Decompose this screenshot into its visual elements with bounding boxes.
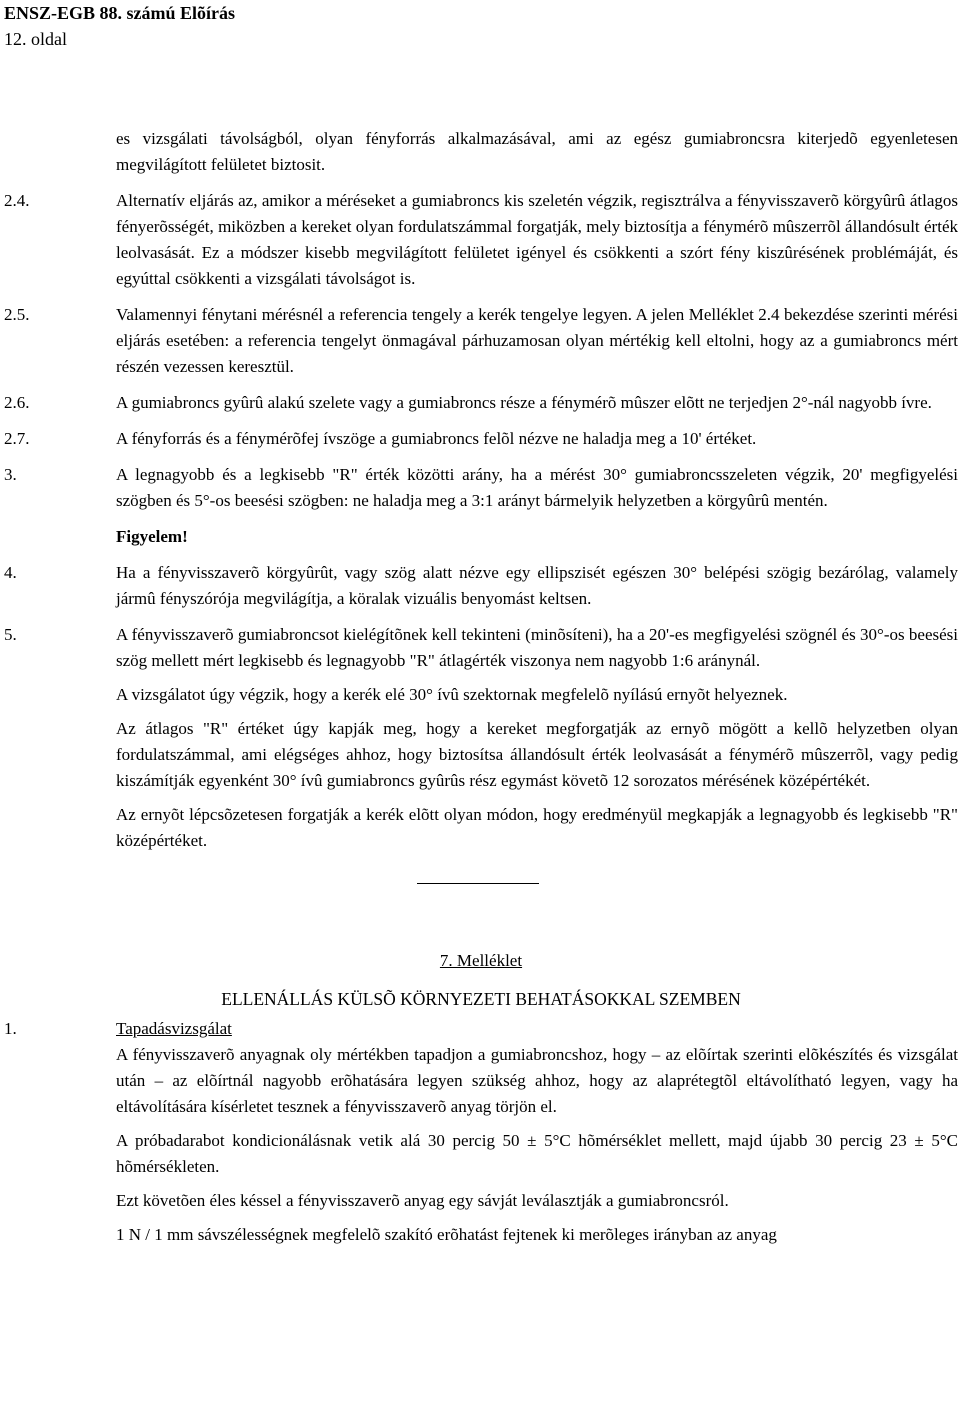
section-5-paragraph-d: Az ernyõt lépcsõzetesen forgatják a kerék elõtt olyan módon, hogy eredményül megkapják a legnagyobb és legkisebb "R" középértéket.: [116, 805, 958, 850]
section-2-6: [4, 390, 958, 416]
section-number: 4.: [4, 563, 17, 582]
page-header: [4, 0, 235, 52]
annex-section-1: [4, 1016, 958, 1042]
document-body: [4, 126, 958, 1248]
annex-number-text: 7. Melléklet: [439, 951, 523, 970]
section-text: A gumiabroncs gyûrû alakú szelete vagy a gumiabroncs része a fénymérõ mûszer elõtt ne terjedjen 2°-nál nagyobb ívre.: [116, 393, 932, 412]
attention-note: Figyelem!: [116, 527, 188, 546]
section-4: [4, 560, 958, 612]
section-number: 2.5.: [4, 305, 30, 324]
section-text: Ha a fényvisszaverõ körgyûrût, vagy szög alatt nézve egy ellipszisét egészen 30° belépési szögig bezárólag, valamely jármû fényszórója megvilágítja, a köralak vizuális benyomást keltsen.: [116, 563, 958, 608]
section-2-7: [4, 426, 958, 452]
section-text: Alternatív eljárás az, amikor a méréseket a gumiabroncs kis szeletén végzik, regisztrálva a fényvisszaverõ körgyûrû átlagos fényerõsségét, miközben a kereket olyan fordulatszámmal forgatják, mely biztosítja a fénymérõ mûszerrõl állandósult érték leolvasását. Ez a módszer kisebb megvilágított felületet igényel és csökkenti a szórt fény kiszûrésének problémáját, és egyúttal csökkenti a vizsgálati távolságot is.: [116, 191, 958, 288]
annex-paragraph-4: 1 N / 1 mm sávszélességnek megfelelõ szakító erõhatást fejtenek ki merõleges irányban az anyag: [116, 1225, 777, 1244]
section-text: A legnagyobb és a legkisebb "R" érték közötti arány, ha a mérést 30° gumiabroncsszeleten végzik, 20' megfigyelési szögben és 5°-os beesési szögben: ne haladja meg a 3:1 arányt bármelyik helyzetben a körgyûrû mentén.: [116, 465, 958, 510]
annex-paragraph-1: A fényvisszaverõ anyagnak oly mértékben tapadjon a gumiabroncshoz, hogy – az elõírtak szerinti elõkészítés és vizsgálat után – az elõírtnál nagyobb erõhatására legyen szükség ahhoz, hogy az alaprétegtõl eltávolítható legyen, vagy ha eltávolítására kísérletet tesznek a fényvisszaverõ anyag törjön el.: [116, 1045, 958, 1116]
section-number: 2.7.: [4, 429, 30, 448]
separator-line: [4, 874, 958, 900]
annex-paragraph-3: Ezt követõen éles késsel a fényvisszaverõ anyag egy sávját leválasztják a gumiabroncsról.: [116, 1191, 729, 1210]
page-number: 12. oldal: [4, 29, 67, 49]
annex-number: [4, 948, 958, 974]
section-number: 3.: [4, 465, 17, 484]
section-5-paragraph-c: Az átlagos "R" értéket úgy kapják meg, hogy a kereket megforgatják az ernyõ mögött a kellõ helyzetben olyan fordulatszámmal, ami elégséges ahhoz, hogy biztosítsa állandósult érték leolvasását a fénymérõ mûszerrõl, vagy pedig kiszámítják egyenként 30° ívû gumiabroncs gyûrûs rész egymást követõ 12 sorozatos mérésének középértékét.: [116, 719, 958, 790]
section-2-4: [4, 188, 958, 292]
section-number: 5.: [4, 625, 17, 644]
section-number: 2.6.: [4, 393, 30, 412]
section-heading: Tapadásvizsgálat: [116, 1019, 232, 1038]
section-number: 1.: [4, 1019, 17, 1038]
section-text: A fényvisszaverõ gumiabroncsot kielégítõnek kell tekinteni (minõsíteni), ha a 20'-es megfigyelési szögnél és 30°-os beesési szög mellett mért legkisebb és legnagyobb "R" átlagérték viszonya nem nagyobb 1:6 aránynál.: [116, 625, 958, 670]
section-5-paragraph-b: A vizsgálatot úgy végzik, hogy a kerék elé 30° ívû szektornak megfelelõ nyílású ernyõt helyeznek.: [116, 685, 788, 704]
document-title: ENSZ-EGB 88. számú Elõírás: [4, 3, 236, 23]
section-text: Valamennyi fénytani mérésnél a referencia tengely a kerék tengelye legyen. A jelen Melléklet 2.4 bekezdése szerinti mérési eljárás esetében: a referencia tengelyt önmagával párhuzamosan olyan mértékig kell eltolni, hogy az a gumiabroncs mért részén vezessen keresztül.: [116, 305, 958, 376]
intro-paragraph: es vizsgálati távolságból, olyan fényforrás alkalmazásával, ami az egész gumiabroncsra kiterjedõ egyenletesen megvilágított felületet biztosit.: [116, 129, 958, 174]
annex-paragraph-2: A próbadarabot kondicionálásnak vetik alá 30 percig 50 ± 5°C hõmérséklet mellett, majd újabb 30 percig 23 ± 5°C hõmérsékleten.: [116, 1131, 958, 1176]
section-5: [4, 622, 958, 674]
section-number: 2.4.: [4, 191, 30, 210]
section-2-5: [4, 302, 958, 380]
section-text: A fényforrás és a fénymérõfej ívszöge a gumiabroncs felõl nézve ne haladja meg a 10' értéket.: [116, 429, 757, 448]
annex-title: ELLENÁLLÁS KÜLSÕ KÖRNYEZETI BEHATÁSOKKAL SZEMBEN: [221, 989, 741, 1009]
section-3: [4, 462, 958, 514]
